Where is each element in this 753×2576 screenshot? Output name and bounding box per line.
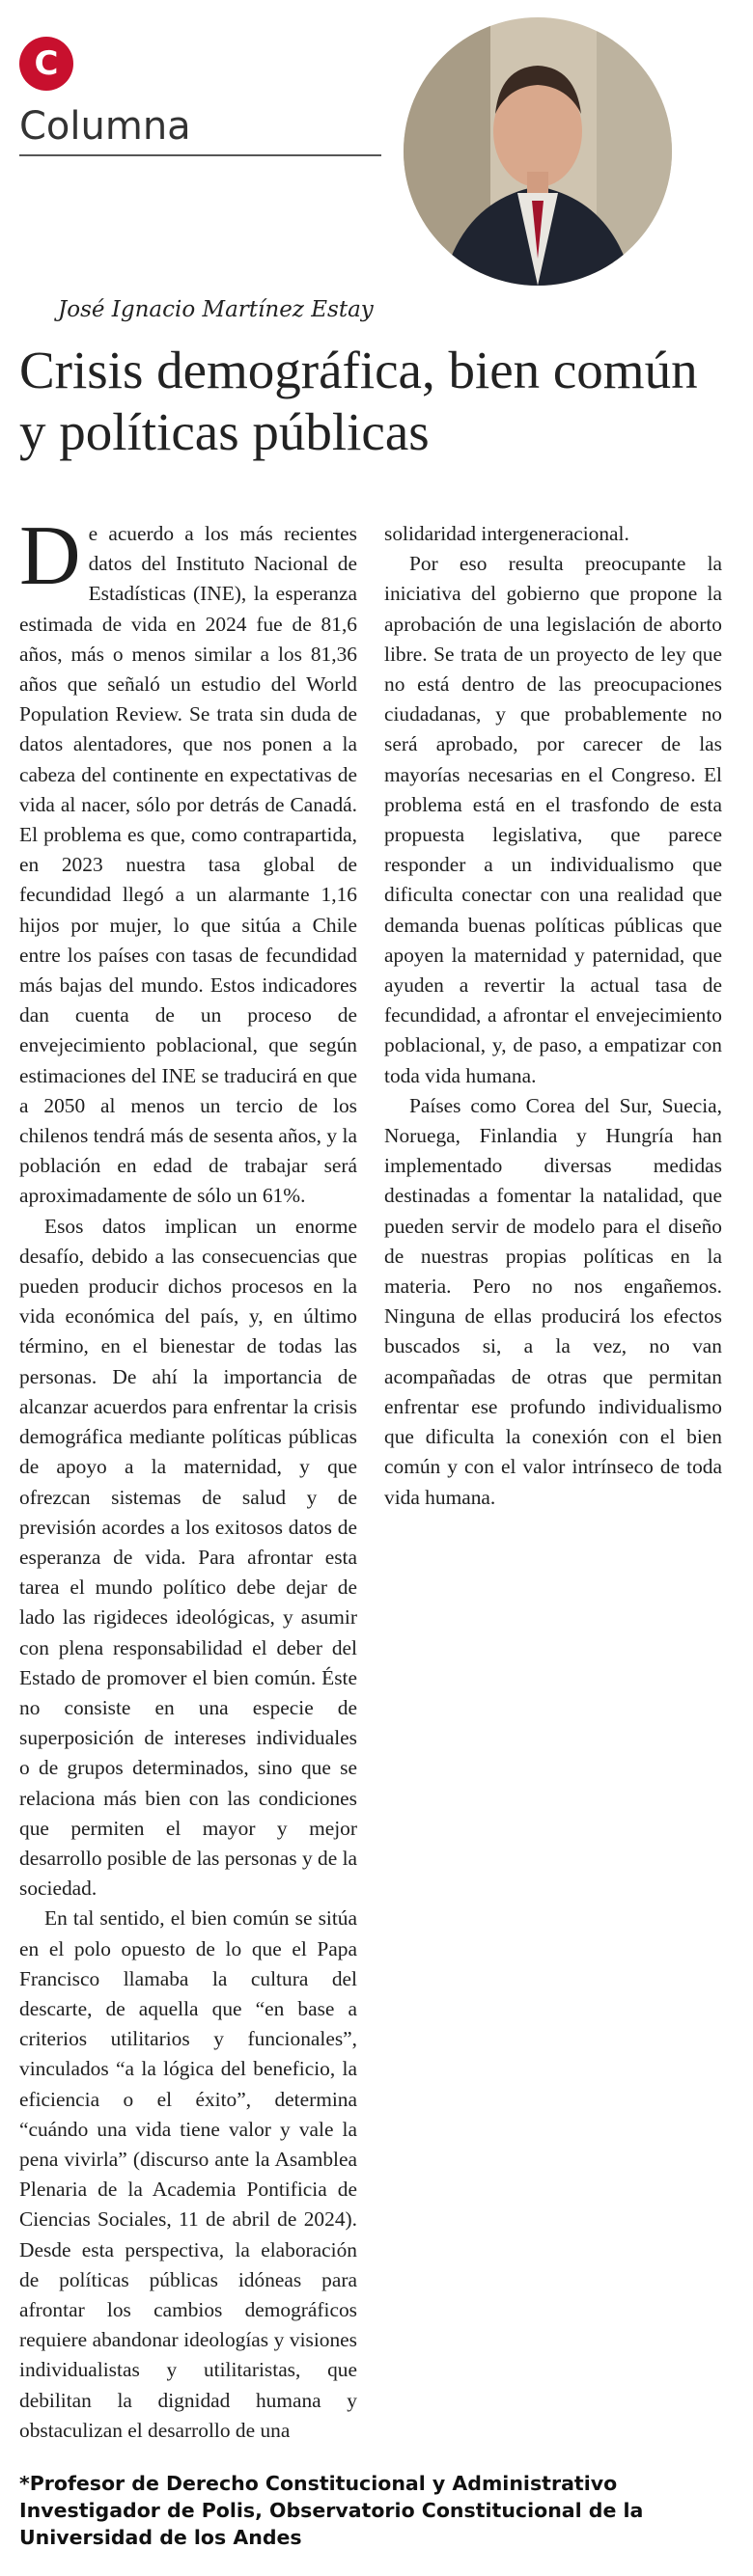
drop-cap: D bbox=[19, 509, 81, 603]
author-credentials bbox=[19, 2470, 734, 2551]
author-name: José Ignacio Martínez Estay bbox=[58, 297, 374, 322]
article-column-left bbox=[19, 509, 357, 2446]
paragraph-2: Esos datos implican un enorme desafío, debido a las consecuencias que pueden producir dichos procesos en la vida económica del país, y, en último término, en el bienestar de todas las personas. De ahí la importancia de alcanzar acuerdos para enfrentar la crisis demográfica mediante políticas públicas de apoyo a la maternidad, y que ofrezcan sistemas de salud y de previsión acordes a los exitosos datos de esperanza de vida. Para afrontar esta tarea el mundo político debe dejar de lado las rigideces ideológicas, y asumir con plena responsabilidad el deber del Estado de promover el bien común. Éste no consiste en una especie de superposición de intereses individuales o de grupos determinados, sino que se relaciona más bien con las condiciones que permiten el mayor y mejor desarrollo posible de las personas y de la sociedad. bbox=[19, 1214, 357, 1901]
author-portrait-icon bbox=[404, 17, 672, 286]
section-divider bbox=[19, 154, 381, 156]
column-badge bbox=[19, 37, 73, 91]
section-label: Columna bbox=[19, 104, 191, 149]
paragraph-3-continued: solidaridad intergeneracional. bbox=[384, 522, 629, 545]
badge-letter: C bbox=[34, 44, 59, 83]
article-column-right bbox=[384, 519, 722, 1513]
paragraph-4: Por eso resulta preocupante la iniciativa del gobierno que propone la aprobación de una legislación de aborto libre. Se trata de un proyecto de ley que no está dentro de las preocupaciones ciudadanas, y que probablemente no será aprobado, por carecer de las mayorías necesarias en el Congreso. El problema está en el trasfondo de esta propuesta legislativa, que parece responder a un individualismo que dificulta conectar con una realidad que demanda buenas políticas públicas que apoyen la maternidad y paternidad, que ayuden a revertir la actual tasa de fecundidad, a afrontar el envejecimiento poblacional, y, de paso, a empatizar con toda vida humana. bbox=[384, 552, 722, 1087]
paragraph-5: Países como Corea del Sur, Suecia, Noruega, Finlandia y Hungría han implementado diversas medidas destinadas a fomentar la natalidad, que pueden servir de modelo para el diseño de nuestras propias políticas en la materia. Pero no nos engañemos. Ninguna de ellas producirá los efectos buscados si, a la vez, no van acompañadas de otras que permitan enfrentar ese profundo individualismo que dificulta la conexión con el bien común y con el valor intrínseco de toda vida humana. bbox=[384, 1093, 722, 1509]
paragraph-1-text: e acuerdo a los más recientes datos del Instituto Nacional de Estadísticas (INE), la esperanza estimada de vida en 2024 fue de 81,6 años, más o menos similar a los 81,36 años que señaló un estudio del World Population Review. Se trata sin duda de datos alentadores, que nos ponen a la cabeza del continente en expectativas de vida al nacer, sólo por detrás de Canadá. El problema es que, como contrapartida, en 2023 nuestra tasa global de fecundidad llegó a un alarmante 1,16 hijos por mujer, lo que sitúa a Chile entre los países con tasas de fecundidad más bajas del mundo. Estos indicadores dan cuenta de un proceso de envejecimiento poblacional, que según estimaciones del INE se traducirá en que a 2050 al menos un tercio de los chilenos tendrá más de sesenta años, y la población en edad de trabajar será aproximadamente de sólo un 61%. bbox=[19, 522, 357, 1208]
credentials-line-3: Universidad de los Andes bbox=[19, 2526, 302, 2549]
paragraph-3: En tal sentido, el bien común se sitúa en el polo opuesto de lo que el Papa Francisco llamaba la cultura del descarte, de aquella que “en base a criterios utilitarios y funcionales”, vinculados “a la lógica del beneficio, la eficiencia o el éxito”, determina “cuándo una vida tiene valor y vale la pena vivirla” (discurso ante la Asamblea Plenaria de la Academia Pontificia de Ciencias Sociales, 11 de abril de 2024). Desde esta perspectiva, la elaboración de políticas públicas idóneas para afrontar los cambios demográficos requiere abandonar ideologías y visiones individualistas y utilitaristas, que debilitan la dignidad humana y obstaculizan el desarrollo de una bbox=[19, 1906, 357, 2442]
credentials-line-2: Investigador de Polis, Observatorio Constitucional de la bbox=[19, 2499, 644, 2522]
author-portrait bbox=[404, 17, 672, 286]
credentials-line-1: *Profesor de Derecho Constitucional y Administrativo bbox=[19, 2472, 618, 2495]
paragraph-1 bbox=[19, 509, 357, 1212]
headline: Crisis demográfica, bien común y políticas públicas bbox=[19, 341, 698, 461]
